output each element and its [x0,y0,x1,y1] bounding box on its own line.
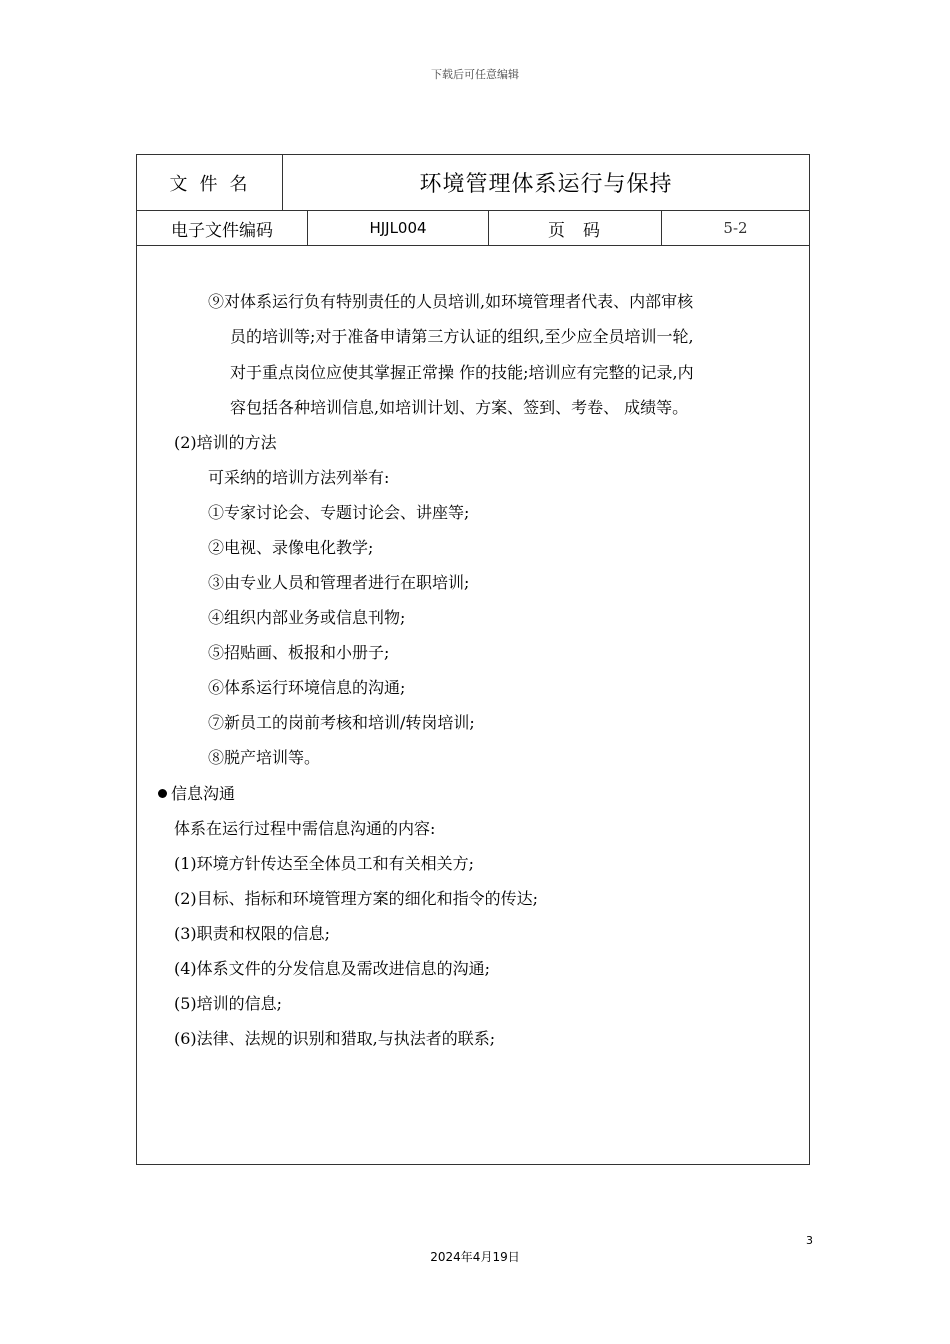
footer-date: 2024年4月19日 [430,1250,520,1264]
comm-item: (1)环境方针传达至全体员工和有关相关方; [174,854,475,873]
comm-heading: 信息沟通 [171,784,236,803]
item9-line: 员的培训等;对于准备申请第三方认证的组织,至少应全员培训一轮, [230,327,694,346]
comm-intro: 体系在运行过程中需信息沟通的内容: [174,819,436,838]
comm-item: (2)目标、指标和环境管理方案的细化和指令的传达; [174,889,539,908]
method-item: ⑧脱产培训等。 [208,748,321,767]
comm-item: (5)培训的信息; [174,994,283,1013]
file-name-label: 文件名 [137,155,283,210]
item9-line: ⑨对体系运行负有特别责任的人员培训,如环境管理者代表、内部审核 [208,292,694,311]
code-row [137,211,809,246]
item9-line: 对于重点岗位应使其掌握正常操 作的技能;培训应有完整的记录,内 [230,363,694,382]
item9-line: 容包括各种培训信息,如培训计划、方案、签到、考卷、 成绩等。 [230,398,689,417]
file-code-label: 电子文件编码 [137,211,308,245]
methods-heading: (2)培训的方法 [174,433,277,452]
document-title: 环境管理体系运行与保持 [419,172,673,197]
method-item: ⑤招贴画、板报和小册子; [208,643,390,662]
method-item: ⑦新员工的岗前考核和培训/转岗培训; [208,713,475,732]
page-value: 5-2 [723,219,748,237]
title-row [137,155,809,211]
page-number: 3 [806,1234,813,1247]
page-label: 页码 [489,211,662,245]
file-code-value: HJJL004 [308,211,489,245]
method-item: ⑥体系运行环境信息的沟通; [208,678,406,697]
methods-intro: 可采纳的培训方法列举有: [208,468,390,487]
method-item: ③由专业人员和管理者进行在职培训; [208,573,470,592]
method-item: ④组织内部业务或信息刊物; [208,608,406,627]
comm-item: (3)职责和权限的信息; [174,924,331,943]
method-item: ②电视、录像电化教学; [208,538,374,557]
document-table [136,154,810,1165]
comm-item: (4)体系文件的分发信息及需改进信息的沟通; [174,959,491,978]
comm-item: (6)法律、法规的识别和猎取,与执法者的联系; [174,1029,496,1048]
method-item: ①专家讨论会、专题讨论会、讲座等; [208,503,470,522]
header-note: 下载后可任意编辑 [431,68,519,81]
